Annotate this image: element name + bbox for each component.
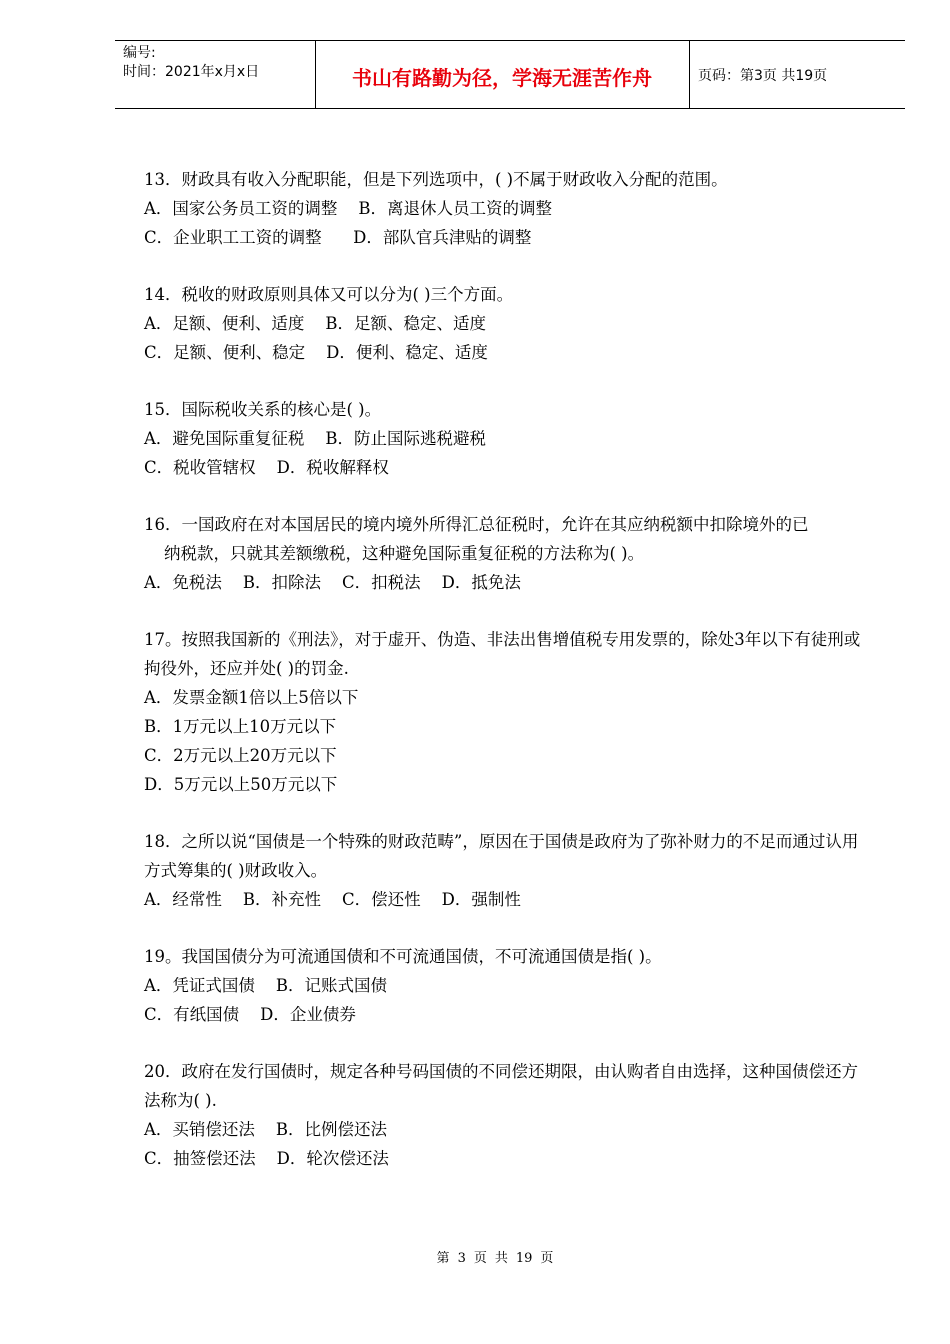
footer-ye: 页: [473, 1251, 487, 1266]
header-motto: 书山有路勤为径，学海无涯苦作舟: [352, 66, 652, 90]
question-19: [144, 942, 874, 1029]
header-meta: [123, 44, 259, 82]
header-page-info: 页码：第3页 共19页: [698, 68, 828, 84]
question-stem: 15．国际税收关系的核心是( )。: [144, 400, 382, 419]
question-option: A．足额、便利、适度 B．足额、稳定、适度: [144, 314, 487, 333]
footer-page-number: 3: [457, 1251, 466, 1266]
question-stem: 20．政府在发行国债时，规定各种号码国债的不同偿还期限，由认购者自由选择，这种国债偿还方法称为( ).: [144, 1062, 858, 1110]
question-20: [144, 1057, 874, 1173]
time-label: 时间：2021年x月x日: [123, 64, 260, 80]
question-list: [144, 165, 874, 1201]
question-option: A．凭证式国债 B．记账式国债: [144, 976, 388, 995]
header-divider: [689, 41, 690, 108]
question-17: [144, 625, 874, 799]
question-stem-continuation: 纳税款，只就其差额缴税，这种避免国际重复征税的方法称为( )。: [164, 544, 645, 563]
question-option: C．税收管辖权 D．税收解释权: [144, 458, 389, 477]
question-16: [144, 510, 874, 597]
footer-total-pages: 19: [515, 1251, 533, 1266]
question-option: B．1万元以上10万元以下: [144, 717, 337, 736]
footer-gong: 共: [494, 1251, 508, 1266]
question-stem: 18．之所以说“国债是一个特殊的财政范畴”，原因在于国债是政府为了弥补财力的不足而通过认用方式筹集的( )财政收入。: [144, 832, 859, 880]
question-stem: 17。按照我国新的《刑法》，对于虚开、伪造、非法出售增值税专用发票的，除处3年以下有徒刑或拘役外，还应并处( )的罚金.: [144, 630, 861, 678]
number-label: 编号:: [123, 45, 156, 61]
question-stem: 16．一国政府在对本国居民的境内境外所得汇总征税时，允许在其应纳税额中扣除境外的已: [144, 515, 809, 534]
question-option: C．有纸国债 D．企业债券: [144, 1005, 356, 1024]
question-option: A．经常性 B．补充性 C．偿还性 D．强制性: [144, 890, 521, 909]
question-option: A．免税法 B．扣除法 C．扣税法 D．抵免法: [144, 573, 521, 592]
footer-ye: 页: [540, 1251, 554, 1266]
question-18: [144, 827, 874, 914]
question-option: C．2万元以上20万元以下: [144, 746, 337, 765]
question-stem: 19。我国国债分为可流通国债和不可流通国债，不可流通国债是指( )。: [144, 947, 662, 966]
question-option: C．抽签偿还法 D．轮次偿还法: [144, 1149, 389, 1168]
page-header: [115, 40, 905, 109]
question-option: D．5万元以上50万元以下: [144, 775, 338, 794]
question-stem: 14．税收的财政原则具体又可以分为( )三个方面。: [144, 285, 514, 304]
question-stem: 13．财政具有收入分配职能，但是下列选项中，( )不属于财政收入分配的范围。: [144, 170, 728, 189]
question-option: C．足额、便利、稳定 D．便利、稳定、适度: [144, 343, 488, 362]
question-option: A．避免国际重复征税 B．防止国际逃税避税: [144, 429, 487, 448]
footer-di: 第: [436, 1251, 450, 1266]
page-footer: [0, 1247, 950, 1266]
question-option: C．企业职工工资的调整 D．部队官兵津贴的调整: [144, 228, 532, 247]
question-option: A．发票金额1倍以上5倍以下: [144, 688, 359, 707]
question-option: A．买销偿还法 B．比例偿还法: [144, 1120, 388, 1139]
question-14: [144, 280, 874, 367]
question-13: [144, 165, 874, 252]
question-15: [144, 395, 874, 482]
question-option: A．国家公务员工资的调整 B．离退休人员工资的调整: [144, 199, 553, 218]
